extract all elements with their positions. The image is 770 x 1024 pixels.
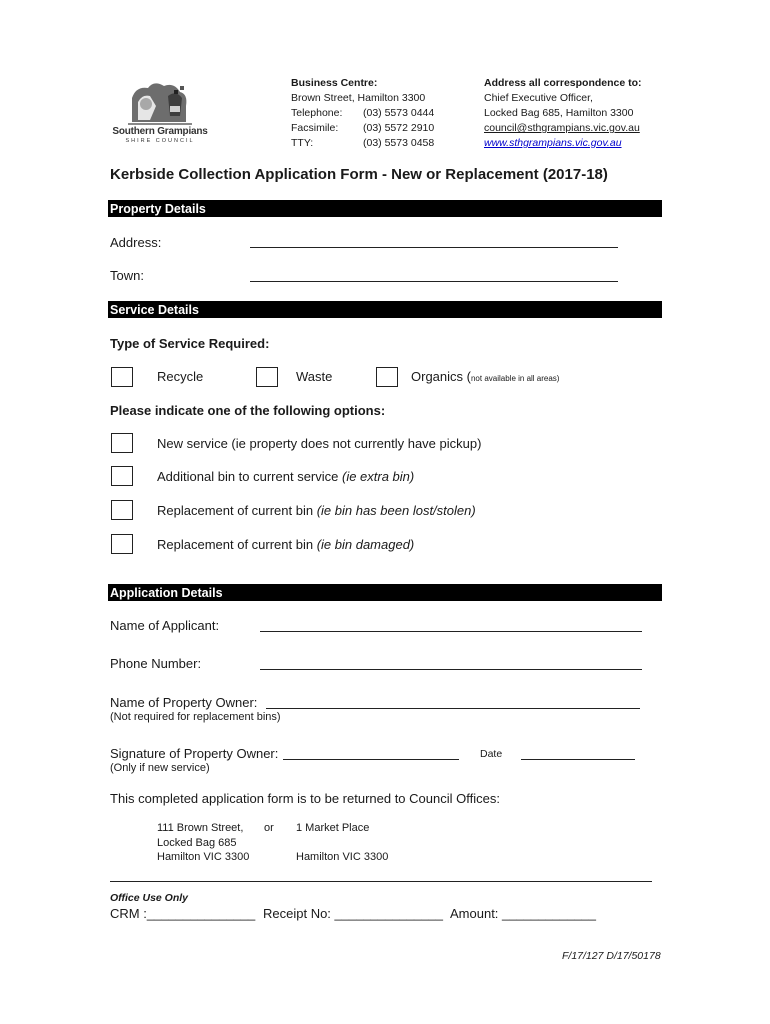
office-use-heading: Office Use Only: [110, 892, 189, 904]
replacement-lost-text: Replacement of current bin: [157, 503, 317, 518]
signature-label: Signature of Property Owner:: [110, 746, 279, 761]
phone-input-line[interactable]: [260, 669, 642, 670]
office1-line2: Locked Bag 685: [157, 836, 237, 849]
correspondence-block: [484, 76, 642, 151]
recycle-checkbox[interactable]: [111, 367, 133, 387]
replacement-damaged-label: [157, 537, 414, 552]
organics-checkbox[interactable]: [376, 367, 398, 387]
new-service-checkbox[interactable]: [111, 433, 133, 453]
town-label: Town:: [110, 268, 144, 283]
property-details-heading: Property Details: [110, 202, 206, 216]
owner-input-line[interactable]: [266, 708, 640, 709]
service-details-heading: Service Details: [110, 303, 199, 317]
replacement-damaged-checkbox[interactable]: [111, 534, 133, 554]
service-type-heading: Type of Service Required:: [110, 336, 270, 351]
office2-line1: 1 Market Place: [296, 822, 370, 834]
date-input-line[interactable]: [521, 759, 635, 760]
applicant-input-line[interactable]: [260, 631, 642, 632]
tty-label: TTY:: [291, 137, 314, 149]
date-label: Date: [480, 748, 503, 760]
additional-bin-text: Additional bin to current service: [157, 469, 342, 484]
facsimile-label: Facsimile:: [291, 122, 339, 134]
or-text: or: [264, 822, 274, 834]
waste-label: Waste: [296, 369, 333, 384]
town-input-line[interactable]: [250, 281, 618, 282]
business-centre-block: [291, 76, 434, 151]
logo-subtitle: SHIRE COUNCIL: [125, 138, 195, 144]
additional-bin-label: [157, 469, 414, 484]
council-email-link[interactable]: council@sthgrampians.vic.gov.au: [484, 122, 640, 134]
options-heading: Please indicate one of the following options:: [110, 403, 386, 418]
new-service-label: New service (ie property does not currently have pickup): [157, 436, 482, 451]
correspondence-line1: Chief Executive Officer,: [484, 92, 593, 104]
correspondence-line2: Locked Bag 685, Hamilton 3300: [484, 107, 634, 119]
office1-line3: Hamilton VIC 3300: [157, 851, 250, 863]
office2-line3: Hamilton VIC 3300: [296, 851, 389, 863]
replacement-lost-label: [157, 503, 476, 518]
additional-bin-note: (ie extra bin): [341, 469, 415, 484]
owner-note: (Not required for replacement bins): [110, 711, 281, 723]
office1-line1: 111 Brown Street,: [157, 822, 244, 834]
signature-note: (Only if new service): [110, 762, 210, 774]
office-address-2: [296, 821, 388, 865]
crm-field[interactable]: CRM :_______________: [110, 906, 256, 921]
applicant-label: Name of Applicant:: [110, 618, 220, 633]
replacement-lost-note: (ie bin has been lost/stolen): [316, 503, 476, 518]
address-input-line[interactable]: [250, 247, 618, 248]
logo-name: Southern Grampians: [112, 126, 208, 137]
amount-field[interactable]: Amount: _____________: [450, 906, 597, 921]
replacement-damaged-text: Replacement of current bin: [157, 537, 317, 552]
address-label: Address:: [110, 235, 162, 250]
application-details-heading: Application Details: [110, 586, 223, 600]
business-centre-street: Brown Street, Hamilton 3300: [291, 92, 426, 104]
council-website-link[interactable]: www.sthgrampians.vic.gov.au: [484, 137, 622, 149]
telephone-value: (03) 5573 0444: [363, 107, 435, 119]
facsimile-value: (03) 5572 2910: [363, 122, 435, 134]
office-address-1: [157, 821, 249, 865]
office-use-divider: [110, 881, 652, 882]
organics-label-wrap: [411, 369, 559, 384]
additional-bin-checkbox[interactable]: [111, 466, 133, 486]
council-logo: [110, 76, 210, 158]
waste-checkbox[interactable]: [256, 367, 278, 387]
business-centre-heading: Business Centre:: [291, 77, 378, 89]
telephone-label: Telephone:: [291, 107, 343, 119]
organics-note: not available in all areas): [470, 374, 560, 383]
phone-label: Phone Number:: [110, 656, 202, 671]
form-title: Kerbside Collection Application Form - New or Replacement (2017-18): [110, 166, 608, 183]
signature-input-line[interactable]: [283, 759, 459, 760]
property-details-bar: [108, 200, 662, 217]
replacement-damaged-note: (ie bin damaged): [316, 537, 415, 552]
organics-label: Organics (: [411, 369, 471, 384]
council-logo-icon: [110, 76, 210, 128]
recycle-label: Recycle: [157, 369, 204, 384]
receipt-field[interactable]: Receipt No: _______________: [263, 906, 443, 921]
application-details-bar: [108, 584, 662, 601]
document-reference: F/17/127 D/17/50178: [562, 950, 661, 962]
return-instructions: This completed application form is to be returned to Council Offices:: [110, 791, 500, 806]
service-details-bar: [108, 301, 662, 318]
replacement-lost-checkbox[interactable]: [111, 500, 133, 520]
correspondence-heading: Address all correspondence to:: [484, 77, 642, 89]
owner-label: Name of Property Owner:: [110, 695, 258, 710]
tty-value: (03) 5573 0458: [363, 137, 435, 149]
